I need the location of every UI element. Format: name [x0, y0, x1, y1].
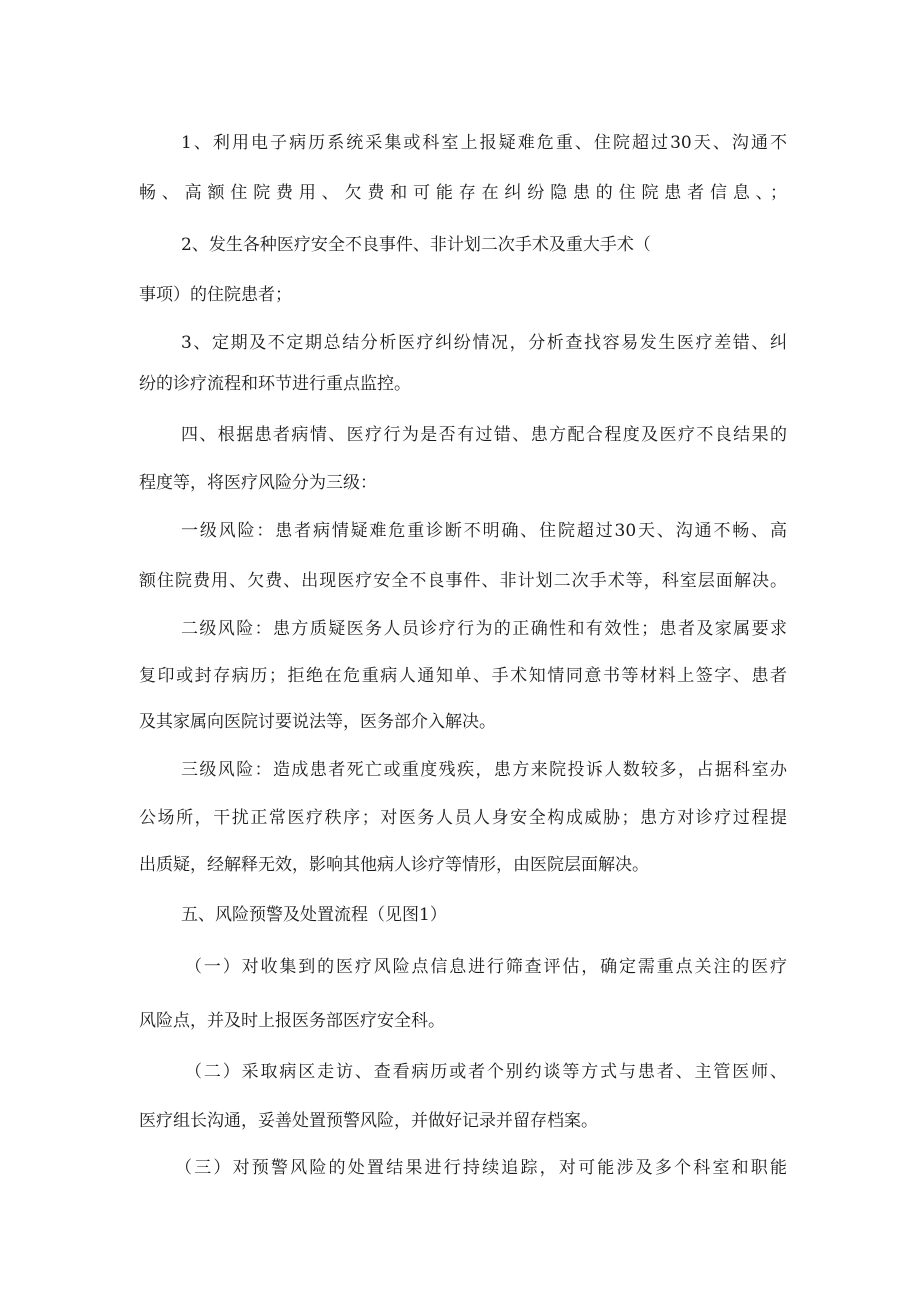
text-line: 2、发生各种医疗安全不良事件、非计划二次手术及重大手术（	[181, 235, 651, 255]
text-line: 四、根据患者病情、医疗行为是否有过错、患方配合程度及医疗不良结果的	[181, 425, 787, 445]
text-line: 医疗组长沟通，妥善处置预警风险，并做好记录并留存档案。	[139, 1111, 598, 1131]
text-line: 出质疑，经解释无效，影响其他病人诊疗等情形，由医院层面解决。	[139, 855, 649, 875]
text-line: 额住院费用、欠费、出现医疗安全不良事件、非计划二次手术等，科室层面解决。	[139, 571, 787, 591]
text-line: 畅、高额住院费用、欠费和可能存在纠纷隐患的住院患者信息、；	[139, 183, 787, 203]
text-line: 二级风险：患方质疑医务人员诊疗行为的正确性和有效性；患者及家属要求	[181, 619, 787, 639]
text-line: 程度等，将医疗风险分为三级：	[139, 473, 377, 493]
text-line: （三）对预警风险的处置结果进行持续追踪，对可能涉及多个科室和职能	[175, 1158, 787, 1178]
text-line: 公场所，干扰正常医疗秩序；对医务人员人身安全构成威胁；患方对诊疗过程提	[139, 808, 787, 828]
text-line: 事项）的住院患者；	[139, 285, 292, 305]
text-line: （一）对收集到的医疗风险点信息进行筛查评估，确定需重点关注的医疗	[185, 957, 787, 977]
text-line: （二）采取病区走访、查看病历或者个别约谈等方式与患者、主管医师、	[185, 1062, 787, 1082]
text-line: 三级风险：造成患者死亡或重度残疾，患方来院投诉人数较多，占据科室办	[181, 760, 787, 780]
text-line: 五、风险预警及处置流程（见图1）	[181, 905, 447, 925]
text-line: 复印或封存病历；拒绝在危重病人通知单、手术知情同意书等材料上签字、患者	[139, 666, 787, 686]
text-line: 3、定期及不定期总结分析医疗纠纷情况，分析查找容易发生医疗差错、纠	[181, 333, 787, 353]
text-line: 及其家属向医院讨要说法等，医务部介入解决。	[139, 712, 496, 732]
text-line: 纷的诊疗流程和环节进行重点监控。	[139, 374, 411, 394]
text-line: 风险点，并及时上报医务部医疗安全科。	[139, 1011, 445, 1031]
text-line: 1、利用电子病历系统采集或科室上报疑难危重、住院超过30天、沟通不	[181, 133, 787, 153]
text-line: 一级风险：患者病情疑难危重诊断不明确、住院超过30天、沟通不畅、高	[181, 521, 787, 541]
